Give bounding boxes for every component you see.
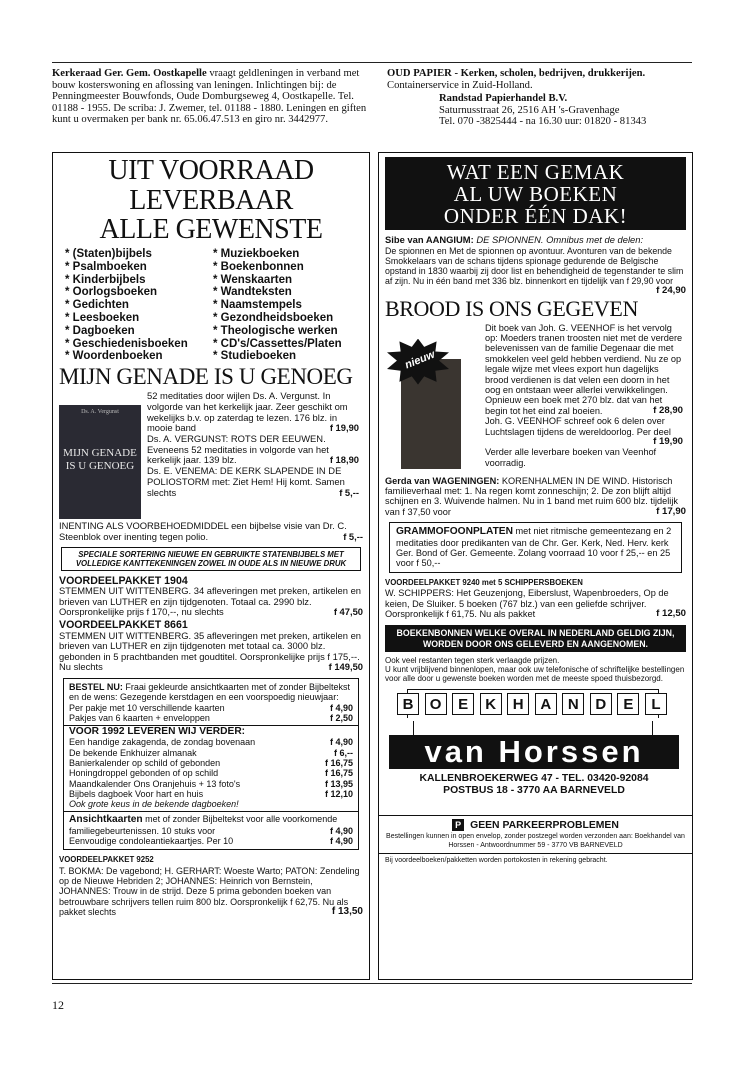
logo-name: van Horssen: [389, 735, 679, 769]
vp9252-title: VOORDEELPAKKET 9252: [59, 855, 154, 865]
left-heading-1: UIT VOORRAAD LEVERBAAR: [108, 155, 314, 216]
veenhof-note: Verder alle leverbare boeken van Veenhof voorradig.: [485, 447, 657, 468]
ad-oudpapier-phone: Tel. 070 -3825444 - na 16.30 uur: 01820 - 81343: [439, 116, 647, 128]
address-line-1: KALLENBROEKERWEG 47 - TEL. 03420-92084: [419, 773, 649, 785]
ad-kerkeraad-text: vraagt geldleningen in verband met bouw kosterswoning en aflossing van leningen. Inlichtingen bij: de Penningmeester Bouwfonds, Oude Domburgseweg 4, Oostkapelle. Tel. 01188 - 1955. De scriba: J. Zwemer, tel. 01188 - 1880. Leningen en giften kunt u overmaken per bank nr. 65.06.47.513 en giro nr. 3442977.: [52, 68, 367, 126]
van-horssen-logo: [385, 689, 686, 815]
sign-letter: H: [507, 693, 529, 715]
price: f 4,90: [329, 702, 353, 713]
price: f 13,95: [324, 778, 353, 789]
gerda-van-wageningen: Gerda van WAGENINGEN: KORENHALMEN IN DE WIND. Historisch familieverhaal met: 1. Na regen komt zonneschijn; 2. De zon blijft altijd schijnen en 3. Wuivende halmen. Nu in 1 band met ruim 600 blz. tijdelijk van f 37,50 voor f 17,90: [385, 475, 686, 517]
category-item: * Woordenboeken: [65, 350, 213, 363]
category-column-left: [65, 248, 213, 363]
sign-letter: D: [590, 693, 612, 715]
price: f 16,75: [324, 768, 353, 779]
price: f 5,--: [339, 486, 359, 498]
category-item: * Leesboeken: [65, 312, 213, 325]
sign-letter: O: [425, 693, 447, 715]
sign-letter: E: [452, 693, 474, 715]
voordeelpakket-9252: [59, 855, 363, 917]
price: f 28,90: [653, 404, 683, 416]
ad-oudpapier-line1: OUD PAPIER - Kerken, scholen, bedrijven, drukkerijen.: [387, 68, 646, 79]
parking-line: P GEEN PARKEERPROBLEMEN: [385, 819, 686, 831]
voor1992-item: Bijbels dagboek Voor hart en huis f 12,10: [69, 788, 353, 799]
price: f 47,50: [333, 606, 363, 618]
banner-heading: [385, 157, 686, 230]
price: f 12,10: [324, 788, 353, 799]
price: f 6,--: [334, 747, 353, 758]
right-advertisement: [378, 152, 693, 980]
ad-oudpapier-line2: Containerservice in Zuid-Holland.: [387, 79, 533, 91]
category-item: * Gezondheidsboeken: [213, 312, 342, 325]
boekenbonnen-banner: BOEKENBONNEN WELKE OVERAL IN NEDERLAND GELDIG ZIJN, WORDEN DOOR ONS GELEVERD EN AANGENOMEN.: [385, 625, 686, 652]
vp9240-text: W. SCHIPPERS: Het Geuzenjong, Eiberslust, Wapenbroeders, Op de keien, De Sluiker. 5 boeken (767 blz.) van een geliefde schrijver. Oorspronkelijk f 61,75. Nu als pakket: [385, 588, 669, 620]
left-heading-2: ALLE GEWENSTE: [99, 214, 323, 245]
ad-oudpapier-address: Saturnusstraat 26, 2516 AH 's-Gravenhage: [439, 104, 620, 116]
sign-letter: L: [645, 693, 667, 715]
banner-line: WAT EEN GEMAK: [446, 160, 625, 184]
category-item: * Kinderbijbels: [65, 274, 213, 287]
brood-description: Dit boek van Joh. G. VEENHOF is het vervolg op: Moeders tranen troosten niet met de verdere belevenissen van de familie Degenaar die met smokkelen veel geld hebben verdiend. Nu ze op legale wijze met vlees export hun dagelijks brood verdienen is dat velen een doorn in het oog en ontstaan weer allerlei verwikkelingen. Opnieuw een boek met 270 blz. dat van het begin tot het eind zal boeien. f 28,90: [485, 322, 683, 416]
category-item: * Wandteksten: [213, 286, 342, 299]
price: f 19,90: [329, 422, 359, 434]
price: f 13,50: [331, 905, 363, 917]
voor1992-item: Honingdroppel gebonden of op schild f 16,75: [69, 768, 353, 779]
nieuw-badge-label: nieuw: [403, 348, 437, 371]
category-column-right: [213, 248, 342, 363]
ad-kerkeraad: [52, 68, 367, 126]
page-number: 12: [52, 998, 64, 1012]
category-item: * Wenskaarten: [213, 274, 342, 287]
condoleance-item: Eenvoudige condoleantiekaartjes. Per 10 f 4,90: [69, 836, 353, 847]
genade-item-2: Ds. A. VERGUNST: ROTS DER EEUWEN. Eveneens 52 meditaties in volgorde van het kerkelijk jaar. 139 blz. f 18,90: [147, 432, 359, 466]
brood-title: BROOD IS ONS GEGEVEN: [385, 295, 638, 321]
inenting-item: INENTING ALS VOORBEHOEDMIDDEL een bijbelse visie van Dr. C. Steenblok over inenting tegen polio. f 5,--: [59, 520, 363, 542]
price: f 24,90: [656, 284, 686, 296]
voor1992-item: Banierkalender op schild of gebonden f 16,75: [69, 758, 353, 768]
voordeelpakket-8661: [59, 620, 363, 673]
banner-line: AL UW BOEKEN: [453, 182, 618, 206]
address-line-2: POSTBUS 18 - 3770 AA BARNEVELD: [443, 785, 625, 797]
ad-kerkeraad-lead: Kerkeraad Ger. Gem. Oostkapelle: [52, 68, 207, 79]
price: f 4,90: [329, 825, 353, 836]
vp9252-text: T. BOKMA: De vagebond; H. GERHART: Woeste Warto; PATON: Zendeling op de Nieuwe Hebriden 2; JOHANNES: Heinrich von Bernstein, JOHANNES: Trouw in de strijd. Deze 5 prima gebonden boeken van betrouwbare schrijvers tellen ruim 800 blz. Oorspronkelijk f 62,75. Nu als pakket slechts: [59, 865, 360, 917]
genade-title: MIJN GENADE IS U GENOEG: [59, 364, 353, 390]
veenhof-item: Joh. G. VEENHOF schreef ook 6 delen over Luchtslagen tijdens de wereldoorlog. Per deel f 19,90: [485, 416, 683, 448]
category-item: * Psalmboeken: [65, 261, 213, 274]
category-item: * Naamstempels: [213, 299, 342, 312]
top-rule: [52, 62, 692, 63]
price: f 2,50: [329, 712, 353, 723]
vp8661-title: VOORDEELPAKKET 8661: [59, 618, 188, 631]
vp1904-text: STEMMEN UIT WITTENBERG. 34 afleveringen met preken, artikelen en brieven van LUTHER en zijn tijdgenoten. Totaal ca. 2990 blz. Oorspronkelijke prijs f 170,--, nu slechts: [59, 585, 362, 618]
price: f 12,50: [656, 608, 686, 620]
bestel-nu: BESTEL NU: Fraai gekleurde ansichtkaarten met of zonder Bijbeltekst en de wens: Gezegende kerstdagen en een voorspoedig nieuwjaar:: [69, 681, 350, 703]
category-item: * CD's/Cassettes/Platen: [213, 338, 342, 351]
ad-oud-papier: [387, 68, 692, 128]
category-item: * Studieboeken: [213, 350, 342, 363]
category-item: * Gedichten: [65, 299, 213, 312]
category-item: * (Staten)bijbels: [65, 248, 213, 261]
voor1992-title: VOOR 1992 LEVEREN WIJ VERDER:: [69, 726, 246, 738]
category-item: * Theologische werken: [213, 325, 342, 338]
restanten-text: Ook veel restanten tegen sterk verlaagde prijzen. U kunt vrijblijvend binnenlopen, maar ook uw telefonische of schriftelijke bestellingen voor alle door u gewenste boeken worden met de meeste spoed thuisbezorgd.: [385, 656, 685, 684]
ansichtkaarten: Ansichtkaarten met of zonder Bijbeltekst voor alle voorkomende familiegebeurtenissen. 10 stuks voor f 4,90: [69, 814, 353, 836]
bottom-rule: [52, 983, 692, 984]
category-item: * Dagboeken: [65, 325, 213, 338]
vp1904-title: VOORDEELPAKKET 1904: [59, 574, 188, 587]
vp9240-title: VOORDEELPAKKET 9240 met 5 SCHIPPERSBOEKEN: [385, 577, 583, 587]
voordeelpakket-1904: [59, 576, 363, 618]
sibe-description: De spionnen en Met de spionnen op avontuur. Avonturen van de bekende Smokkelaars van de schans tijdens spionage gedurende de Belgische opstand in 1830 waarbij zij door list en behendigheid de tegenstander te slim af zijn. Nu in één band met 336 blz. binnenkort en tijdelijk van f 29,90 voor f 24,90: [385, 245, 686, 296]
genade-item-3: Ds. E. VENEMA: DE KERK SLAPENDE IN DE POLIOSTORM met: Ziet Hem! Hij komt. Samen slechts f 5,--: [147, 465, 359, 498]
porto-text: Bij voordeelboeken/pakketten worden portokosten in rekening gebracht.: [385, 857, 608, 865]
sign-letter: B: [397, 693, 419, 715]
genade-listing: [147, 391, 359, 519]
bestel-item: Per pakje met 10 verschillende kaarten f 4,90: [69, 702, 353, 713]
price: f 19,90: [653, 436, 683, 448]
book-cover-genade: [59, 405, 141, 519]
category-item: * Boekenbonnen: [213, 261, 342, 274]
voor1992-item: Een handige zakagenda, de zondag bovenaan f 4,90: [69, 737, 353, 748]
category-item: * Geschiedenisboeken: [65, 338, 213, 351]
parking-icon: P: [452, 819, 464, 831]
category-item: * Oorlogsboeken: [65, 286, 213, 299]
category-list: [59, 248, 363, 363]
price: f 149,50: [328, 661, 363, 673]
boekhandel-letters: [397, 693, 667, 715]
address-block: [389, 773, 679, 797]
genade-item-1: 52 meditaties door wijlen Ds. A. Vergunst. In volgorde van het kerkelijk jaar. Zeer geschikt om wekelijks b.v. op zaterdag te lezen. 176 blz. in mooie band f 19,90: [147, 390, 359, 434]
sign-letter: K: [480, 693, 502, 715]
price: f 17,90: [656, 505, 686, 517]
voor1992-note: Ook grote keus in de bekende dagboeken!: [69, 799, 239, 810]
cover-title: MIJN GENADE IS U GENOEG: [63, 447, 137, 473]
brood-listing: [485, 323, 683, 473]
sign-letter: N: [562, 693, 584, 715]
voor1992-item: Maandkalender Ons Oranjehuis + 13 foto's f 13,95: [69, 778, 353, 789]
vp8661-text: STEMMEN UIT WITTENBERG. 35 afleveringen met preken, artikelen en brieven van LUTHER en zijn tijdgenoten met totaal ca. 3000 blz. gebonden in 5 prachtbanden met goudtitel. Oorspronkelijke prijs f 175,--. Nu slechts: [59, 629, 362, 673]
voordeelpakket-9240: [385, 578, 686, 620]
grammofoonplaten-box: GRAMMOFOONPLATEN met niet ritmische gemeentezang en 2 meditaties door predikanten van de Chr. Ger. Kerk, Ned. Herv. kerk Ger. Bond of Ger. Gemeente. Zolang voorraad 10 voor f 25,-- en 25 voor f 50,--: [389, 522, 682, 573]
banner-line: ONDER ÉÉN DAK!: [443, 204, 628, 228]
price: f 5,--: [343, 530, 363, 542]
statenbijbel-notice: SPECIALE SORTERING NIEUWE EN GEBRUIKTE STATENBIJBELS MET VOLLEDIGE KANTTEKENINGEN ZOWEL IN OUDE ALS IN NIEUWE DRUK: [61, 547, 361, 571]
cover-author: Ds. A. Vergunst: [81, 409, 119, 416]
voor1992-item: De bekende Enkhuizer almanak f 6,--: [69, 747, 353, 758]
sign-letter: E: [617, 693, 639, 715]
left-advertisement: [52, 152, 370, 980]
sibe-van-aangium: Sibe van AANGIUM: DE SPIONNEN. Omnibus met de delen: De spionnen en Met de spionnen op avontuur. Avonturen van de bekende Smokkelaars van de schans tijdens spionage gedurende de Belgische opstand in 1830 waarbij zij door list en behendigheid de tegenstander te slim af zijn. Nu in één band met 336 blz. binnenkort en tijdelijk van f 29,90 voor f 24,90: [385, 234, 686, 296]
brood-cover-area: [385, 323, 485, 473]
ad-oudpapier-company: Randstad Papierhandel B.V.: [439, 93, 568, 105]
price: f 4,90: [329, 836, 353, 847]
category-item: * Muziekboeken: [213, 248, 342, 261]
bestel-item: Pakjes van 6 kaarten + enveloppen f 2,50: [69, 712, 353, 723]
price: f 16,75: [324, 758, 353, 768]
kaarten-box: [63, 678, 359, 850]
sign-letter: A: [535, 693, 557, 715]
price: f 18,90: [329, 454, 359, 466]
envelop-text: Bestellingen kunnen in open envelop, zonder postzegel worden verzonden aan: Boekhandel van Horssen - Antwoordnummer 59 - 3770 VB BARNEVELD: [386, 833, 685, 849]
price: f 4,90: [329, 737, 353, 748]
